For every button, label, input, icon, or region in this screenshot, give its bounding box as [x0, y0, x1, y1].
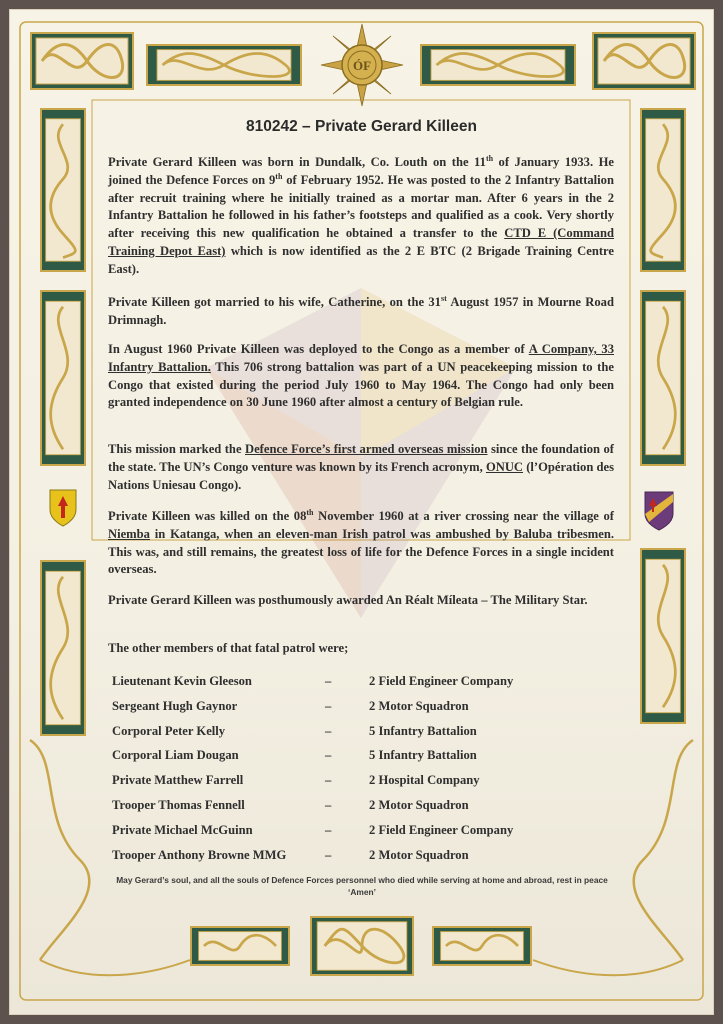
paragraph-biography [108, 154, 614, 279]
patrol-member-name: Sergeant Hugh Gaynor [112, 698, 238, 713]
right-shield-insignia-icon [643, 490, 675, 532]
bottom-knot-panel-center [310, 916, 414, 976]
top-right-knot-panel [592, 32, 696, 90]
patrol-member-dash: – [325, 797, 332, 812]
patrol-member-dash: – [325, 748, 332, 763]
patrol-member-unit: 2 Field Engineer Company [369, 822, 514, 837]
p4-text-a: This mission marked the [108, 442, 245, 456]
ctde-underlined-text: CTD E (Command Training Depot East) [108, 226, 614, 258]
onuc-underlined-text: ONUC [485, 459, 524, 474]
patrol-member-row [112, 674, 592, 699]
p5-sup-a: th [306, 507, 314, 517]
patrol-roster [112, 674, 592, 872]
patrol-member-name: Trooper Anthony Browne MMG [112, 847, 287, 862]
left-knot-column-middle [40, 290, 86, 466]
p5-text-c: in Katanga, when an eleven-man Irish patrol was ambushed by Baluba tribesmen. This was, and still remains, the greatest loss of life for the Defence Forces in a single incident overseas. [108, 526, 614, 577]
patrol-member-unit: 2 Hospital Company [369, 773, 480, 788]
p5-text-b: November 1960 at a river crossing near the village of [313, 509, 614, 523]
p1-text-a: Private Gerard Killeen was born in Dundalk, Co. Louth on the 11 [108, 155, 486, 169]
patrol-member-name: Lieutenant Kevin Gleeson [112, 674, 252, 688]
patrol-member-row [112, 823, 592, 848]
p3-text-b: This 706 strong battalion was part of a UN peacekeeping mission to the Congo that existed during the period July 1960 to May 1964. The Congo had only been granted independence on 30 June 1960 after almost a century of Belgian rule. [108, 359, 614, 410]
patrol-member-unit: 2 Motor Squadron [369, 698, 469, 713]
patrol-member-unit: 5 Infantry Battalion [369, 748, 477, 763]
p2-sup-a: st [440, 293, 447, 303]
patrol-member-row [112, 848, 592, 873]
left-shield-insignia-icon [48, 488, 78, 528]
top-left-knot-panel [30, 32, 134, 90]
patrol-member-dash: – [325, 723, 332, 738]
patrol-member-name: Trooper Thomas Fennell [112, 797, 245, 812]
patrol-member-name: Corporal Liam Dougan [112, 748, 239, 763]
patrol-member-row [112, 724, 592, 749]
p2-text-a: Private Killeen got married to his wife, Catherine, on the 31 [108, 295, 441, 309]
patrol-member-row [112, 773, 592, 798]
patrol-member-row [112, 699, 592, 724]
p5-text-a: Private Killeen was killed on the 08 [108, 509, 307, 523]
patrol-member-unit: 5 Infantry Battalion [369, 723, 477, 738]
p1-text-b: of January 1933. He joined the Defence Forces on 9 [108, 155, 614, 187]
patrol-member-dash: – [325, 847, 332, 862]
page-title: 810242 – Private Gerard Killeen [246, 118, 477, 135]
paragraph-patrol-intro: The other members of that fatal patrol were; [108, 641, 349, 655]
paragraph-mission [108, 441, 614, 494]
p4-text-c: (l’Opération des Nations Uniesau Congo). [108, 459, 614, 492]
left-knot-column-lower [40, 560, 86, 736]
paragraph-deployment [108, 341, 614, 412]
patrol-member-name: Private Michael McGuinn [112, 822, 253, 837]
p1-text-c: of February 1952. He was posted to the 2 Infantry Battalion after recruit training where he initially trained as a mortar man. After 6 years in the 2 Infantry Battalion he followed in his father’s footsteps and qualified as a cook. Very shortly after receiving this new qualification he obtained a transfer to the [108, 172, 614, 241]
defence-forces-badge-icon [319, 22, 405, 108]
paragraph-award: Private Gerard Killeen was posthumously awarded An Réalt Míleata – The Military Star. [108, 593, 588, 607]
right-knot-column-lower [640, 548, 686, 724]
right-knot-column-middle [640, 290, 686, 466]
bottom-knot-panel-right [432, 926, 532, 966]
patrol-member-unit: 2 Field Engineer Company [369, 674, 514, 688]
p2-text-b: August 1957 in Mourne Road Drimnagh. [108, 295, 614, 327]
paragraph-death [108, 508, 614, 579]
patrol-member-name: Corporal Peter Kelly [112, 723, 226, 738]
p1-sup-a: th [485, 153, 494, 163]
patrol-member-dash: – [325, 698, 332, 713]
patrol-member-name: Private Matthew Farrell [112, 773, 244, 788]
patrol-member-dash: – [325, 773, 332, 788]
patrol-member-dash: – [325, 822, 332, 837]
closing-prayer: May Gerard’s soul, and all the souls of Defence Forces personnel who died while serving at home and abroad, rest in peace ‘Amen’ [116, 875, 608, 897]
p1-sup-b: th [275, 171, 283, 181]
p4-text-b: since the foundation of the state. The UN’s Congo venture was known by its French acronym, [108, 442, 614, 474]
patrol-member-row [112, 798, 592, 823]
niemba-underlined-text: Niemba [108, 526, 150, 541]
company-underlined-text: A Company, 33 Infantry Battalion. [108, 342, 614, 374]
patrol-member-dash: – [325, 674, 332, 688]
badge-lettering: ÓF [352, 58, 372, 73]
patrol-member-unit: 2 Motor Squadron [369, 797, 469, 812]
bottom-knot-panel-left [190, 926, 290, 966]
patrol-member-row [112, 748, 592, 773]
p3-text-a: In August 1960 Private Killeen was deployed to the Congo as a member of [108, 342, 529, 356]
paragraph-marriage [108, 294, 614, 330]
patrol-member-unit: 2 Motor Squadron [369, 847, 469, 862]
mission-underlined-text: Defence Force’s first armed overseas mission [245, 442, 488, 456]
p1-text-d: which is now identified as the 2 E BTC (2 Brigade Training Centre East). [108, 243, 614, 276]
top-knot-panel-right [420, 44, 576, 86]
top-knot-panel-left [146, 44, 302, 86]
